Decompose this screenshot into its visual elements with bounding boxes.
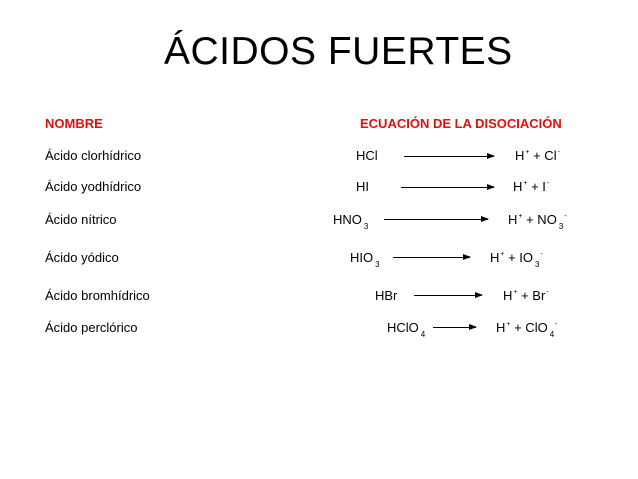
products-formula: H+ + NO $_3$-	[508, 212, 567, 231]
products-formula: H+ + Cl-	[515, 148, 560, 163]
reactant-formula: HI	[356, 179, 369, 194]
acid-name: Ácido yodhídrico	[45, 179, 142, 194]
dissociation-arrow	[414, 295, 482, 296]
dissociation-arrow	[393, 257, 470, 258]
dissociation-arrow	[384, 219, 488, 220]
dissociation-arrow	[404, 156, 494, 157]
products-formula: H+ + ClO $_4$-	[496, 320, 558, 339]
acid-name: Ácido bromhídrico	[45, 288, 150, 303]
page-title: ÁCIDOS FUERTES	[164, 30, 513, 73]
acid-name: Ácido nítrico	[45, 212, 117, 227]
acid-name: Ácido perclórico	[45, 320, 138, 335]
acid-name: Ácido clorhídrico	[45, 148, 142, 163]
acid-name: Ácido yódico	[45, 250, 119, 265]
header-name: NOMBRE	[45, 116, 103, 131]
reactant-formula: HCl	[356, 148, 378, 163]
reactant-formula: HClO $_4$	[387, 320, 426, 339]
reactant-formula: HIO $_3$	[350, 250, 380, 269]
products-formula: H+ + Br-	[503, 288, 549, 303]
reactant-formula: HBr	[375, 288, 398, 303]
dissociation-arrow	[433, 327, 476, 328]
header-equation: ECUACIÓN DE LA DISOCIACIÓN	[360, 116, 562, 131]
products-formula: H+ + IO $_3$-	[490, 250, 543, 269]
reactant-formula: HNO $_3$	[333, 212, 369, 231]
products-formula: H+ + I-	[513, 179, 550, 194]
dissociation-arrow	[401, 187, 494, 188]
